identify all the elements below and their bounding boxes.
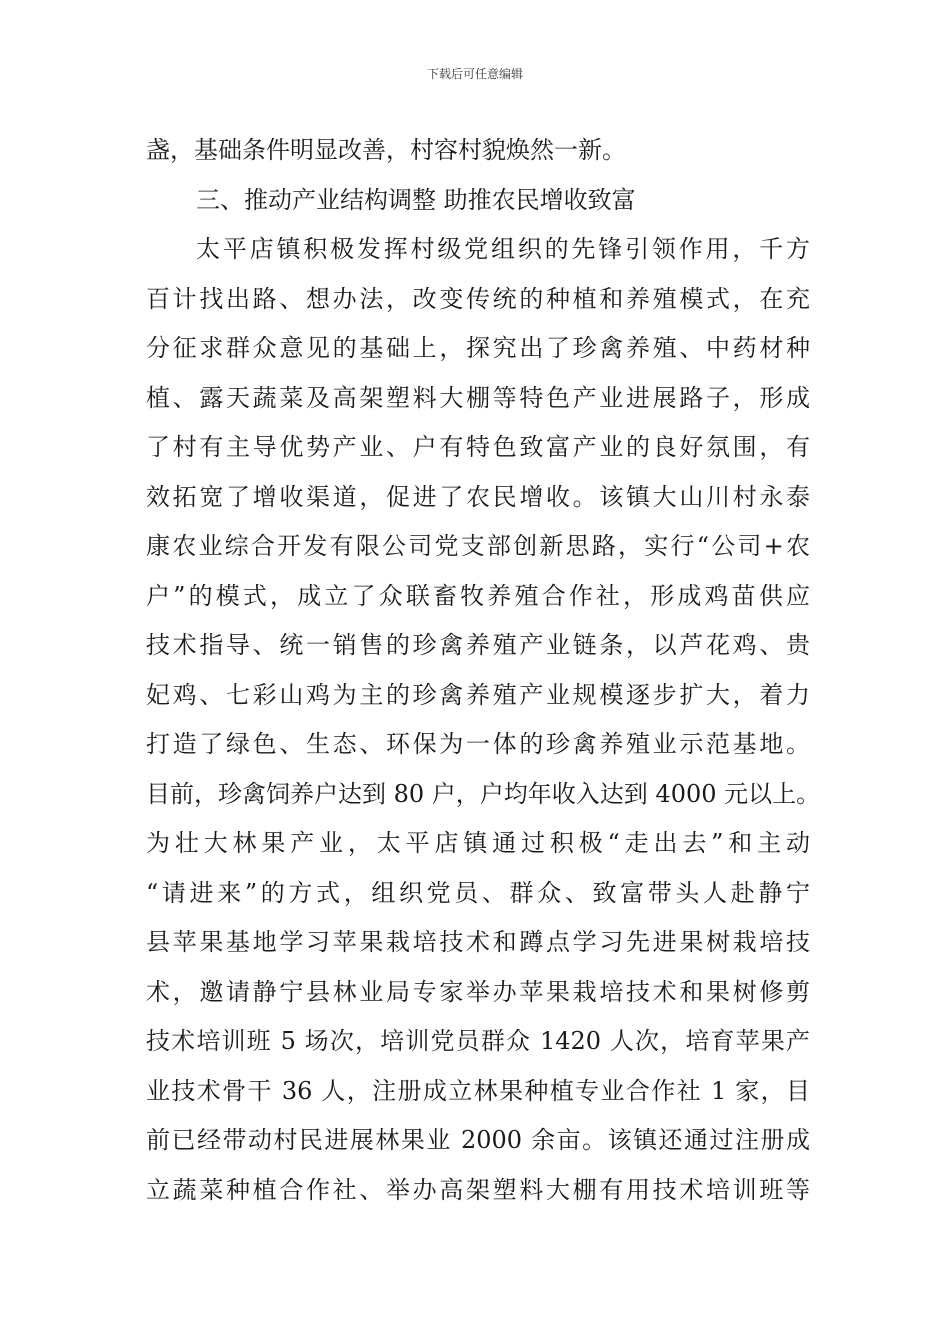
text-line: 植、露天蔬菜及高架塑料大棚等特色产业进展路子，形成 <box>146 383 810 412</box>
text-line: 立蔬菜种植合作社、举办高架塑料大棚有用技术培训班等 <box>146 1175 810 1204</box>
text-line: 效拓宽了增收渠道，促进了农民增收。该镇大山川村永泰 <box>146 482 810 511</box>
text-line: 妃鸡、七彩山鸡为主的珍禽养殖产业规模逐步扩大，着力 <box>146 680 810 709</box>
text-line: 前已经带动村民进展林果业 2000 余亩。该镇还通过注册成 <box>146 1126 810 1154</box>
text-line: 分征求群众意见的基础上，探究出了珍禽养殖、中药材种 <box>146 334 810 362</box>
text-line: 盏，基础条件明显改善，村容村貌焕然一新。 <box>146 136 626 164</box>
document-body <box>146 126 821 1215</box>
text-line: 了村有主导优势产业、户有特色致富产业的良好氛围，有 <box>146 433 810 461</box>
text-line: 为壮大林果产业，太平店镇通过积极“走出去”和主动 <box>146 829 810 857</box>
page-header: 下载后可任意编辑 <box>426 67 523 81</box>
text-line: “请进来”的方式，组织党员、群众、致富带头人赴静宁 <box>146 878 810 907</box>
section-heading: 三、推动产业结构调整 助推农民增收致富 <box>196 185 636 214</box>
text-line: 康农业综合开发有限公司党支部创新思路，实行“公司+农 <box>146 532 810 560</box>
text-line: 户”的模式，成立了众联畜牧养殖合作社，形成鸡苗供应 <box>146 581 810 610</box>
text-line: 业技术骨干 36 人，注册成立林果种植专业合作社 1 家，目 <box>146 1076 810 1105</box>
text-line: 技术指导、统一销售的珍禽养殖产业链条，以芦花鸡、贵 <box>146 631 810 659</box>
text-line: 太平店镇积极发挥村级党组织的先锋引领作用，千方 <box>196 235 810 263</box>
text-line: 术，邀请静宁县林业局专家举办苹果栽培技术和果树修剪 <box>146 977 810 1006</box>
text-line: 打造了绿色、生态、环保为一体的珍禽养殖业示范基地。 <box>146 730 810 758</box>
text-line: 百计找出路、想办法，改变传统的种植和养殖模式，在充 <box>146 284 810 313</box>
text-line: 技术培训班 5 场次，培训党员群众 1420 人次，培育苹果产 <box>146 1027 810 1055</box>
text-line: 目前，珍禽饲养户达到 80 户，户均年收入达到 4000 元以上。 <box>146 779 821 808</box>
text-line: 县苹果基地学习苹果栽培技术和蹲点学习先进果树栽培技 <box>146 928 810 956</box>
